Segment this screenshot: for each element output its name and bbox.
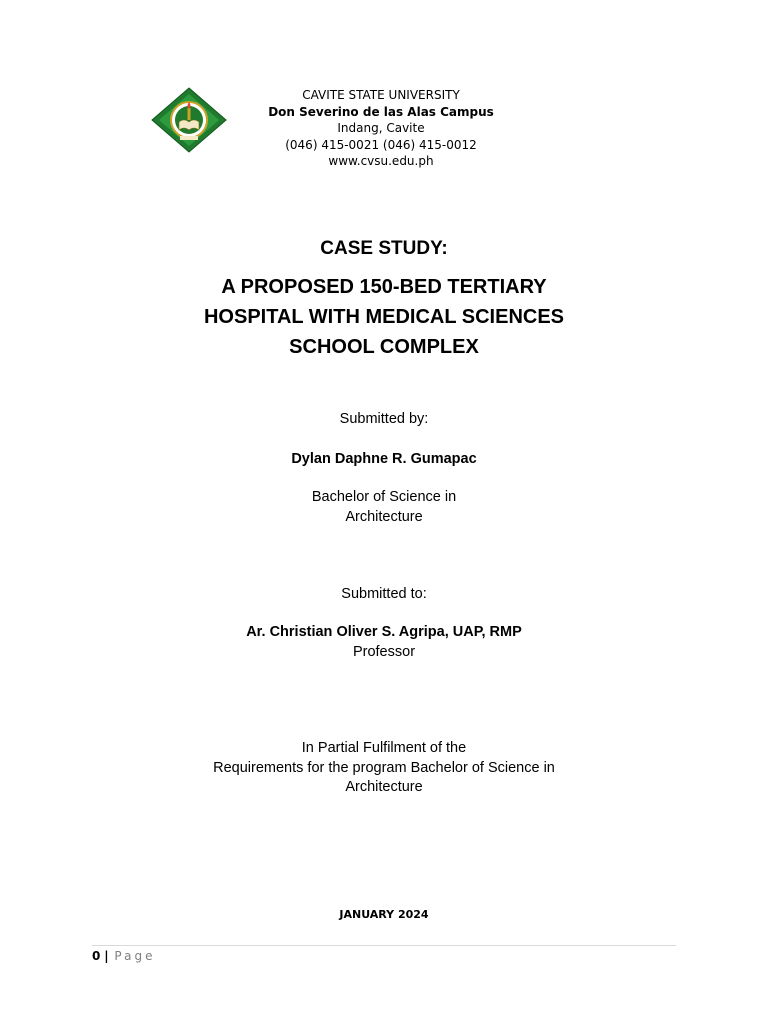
fulfilment-line-1: In Partial Fulfilment of the bbox=[301, 740, 467, 756]
submitted-by-label: Submitted by: bbox=[339, 411, 429, 427]
degree-line-2: Architecture bbox=[345, 508, 423, 525]
title-block bbox=[100, 236, 668, 362]
footer-divider bbox=[92, 945, 676, 946]
submission-date: JANUARY 2024 bbox=[339, 908, 429, 921]
campus-name: Don Severino de las Alas Campus bbox=[268, 104, 494, 119]
title-line-1: A PROPOSED 150-BED TERTIARY bbox=[221, 276, 547, 298]
university-header bbox=[253, 87, 509, 170]
student-name: Dylan Daphne R. Gumapac bbox=[291, 451, 477, 467]
page-number-value: 0 bbox=[92, 949, 101, 963]
case-study-label: CASE STUDY: bbox=[320, 238, 448, 259]
degree-program bbox=[150, 488, 618, 527]
campus-location: Indang, Cavite bbox=[337, 121, 425, 135]
professor-block bbox=[150, 623, 618, 662]
university-seal-logo bbox=[150, 86, 228, 154]
professor-title: Professor bbox=[352, 643, 416, 660]
page-separator: | bbox=[104, 949, 109, 963]
professor-name: Ar. Christian Oliver S. Agripa, UAP, RMP bbox=[246, 624, 522, 640]
fulfilment-statement bbox=[150, 739, 618, 798]
page-word: Page bbox=[114, 949, 156, 963]
website-link[interactable]: www.cvsu.edu.ph bbox=[328, 154, 434, 168]
title-line-2: HOSPITAL WITH MEDICAL SCIENCES bbox=[203, 306, 565, 328]
title-line-3: SCHOOL COMPLEX bbox=[289, 336, 479, 358]
university-name: CAVITE STATE UNIVERSITY bbox=[302, 88, 460, 102]
page-number bbox=[92, 949, 155, 963]
fulfilment-line-3: Architecture bbox=[345, 779, 423, 795]
fulfilment-line-2: Requirements for the program Bachelor of Science in bbox=[213, 759, 555, 776]
phone-numbers: (046) 415-0021 (046) 415-0012 bbox=[285, 137, 477, 152]
submitted-to-label: Submitted to: bbox=[341, 586, 427, 602]
degree-line-1: Bachelor of Science in bbox=[311, 489, 457, 505]
